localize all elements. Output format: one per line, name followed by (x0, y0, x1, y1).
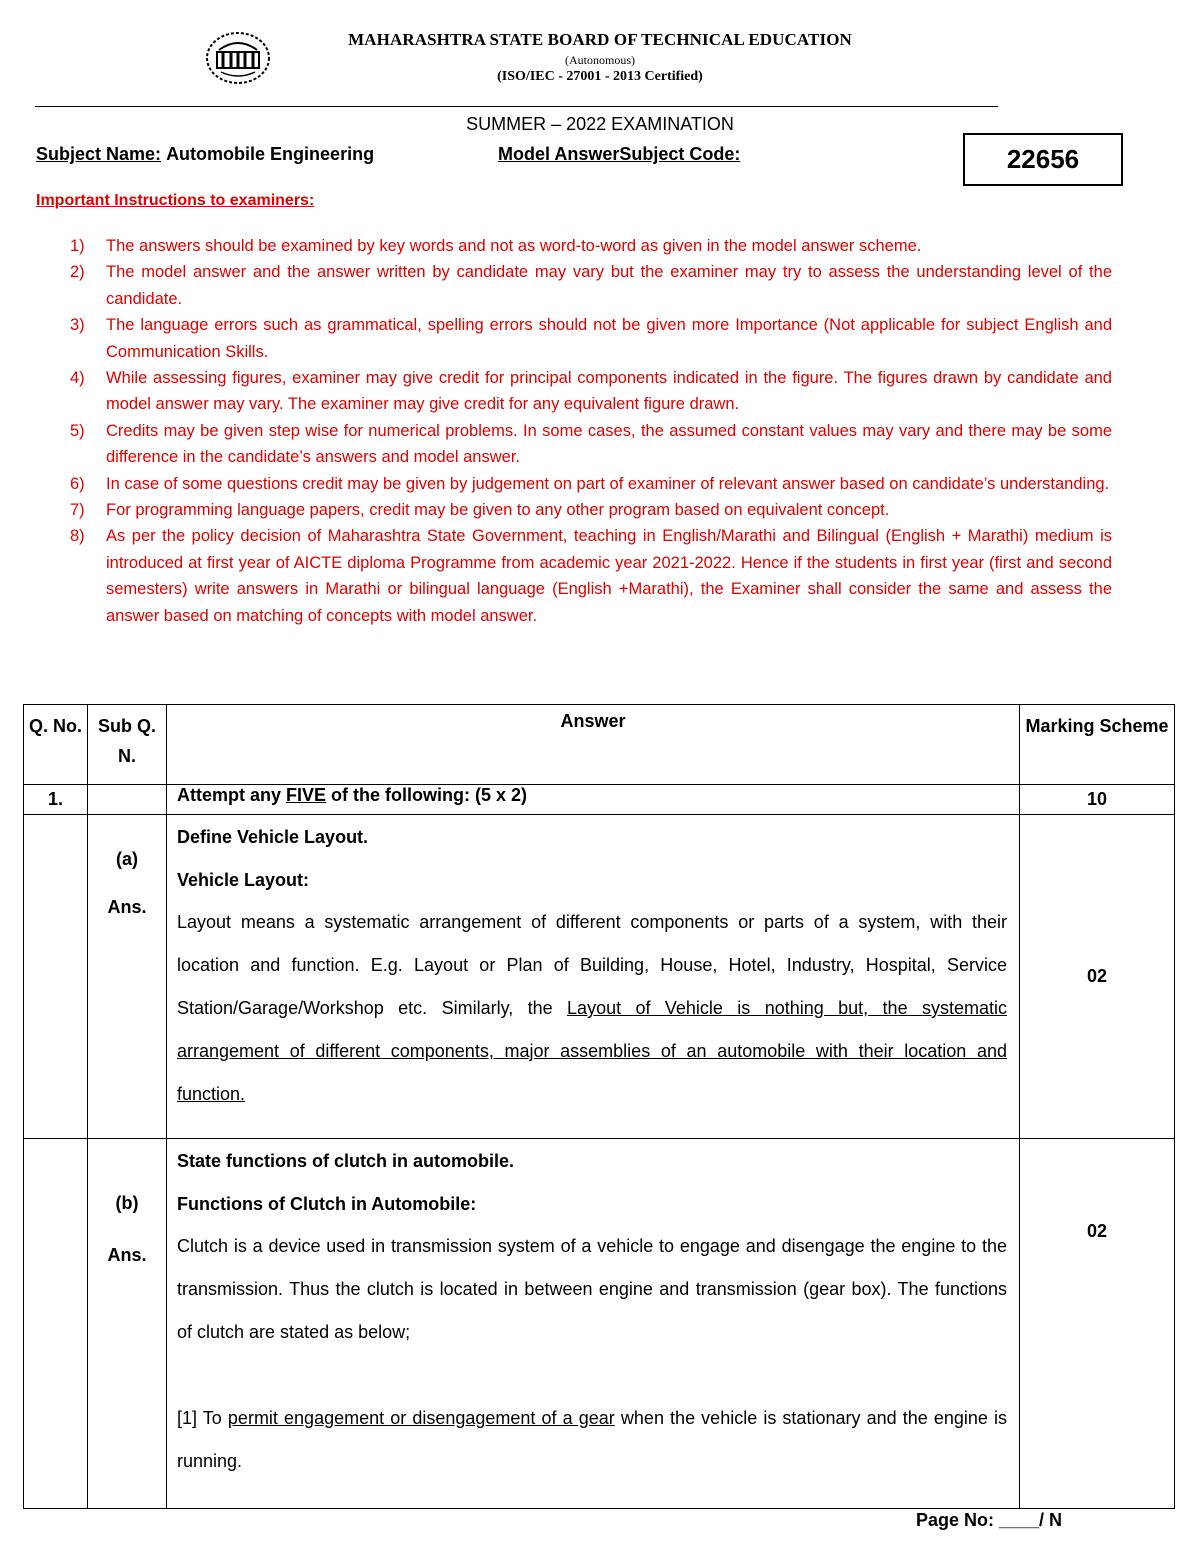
instruction-number: 8) (70, 527, 85, 546)
qb-heading: Functions of Clutch in Automobile: (177, 1194, 477, 1214)
qa-heading: Vehicle Layout: (177, 870, 310, 890)
instruction-item (36, 523, 1112, 629)
instruction-item (36, 233, 1112, 259)
qb-point-1-post: when the vehicle is stationary and the engine is running. (177, 1408, 1008, 1471)
qa-body-underlined: Layout of Vehicle is nothing but, the systematic arrangement of different components, major assemblies of an automobile with their location and function. (177, 998, 1007, 1104)
qa-body (177, 901, 1007, 1116)
qb-body: Clutch is a device used in transmission system of a vehicle to engage and disengage the engine to the transmission. Thus the clutch is located in between engine and transmission (gear box). The functions of clutch are stated as below; (177, 1236, 1007, 1342)
qb-qno-empty (24, 1139, 88, 1509)
msbte-logo-icon (205, 30, 271, 86)
page-number: Page No: ____/ N (916, 1510, 1063, 1530)
header-answer-text: Answer (560, 711, 626, 731)
q1-number: 1. (24, 785, 88, 815)
subject-name-line (36, 144, 374, 165)
header-sub-qn-text: Sub Q. N. (98, 716, 156, 766)
instruction-text: Credits may be given step wise for numerical problems. In some cases, the assumed constant values may vary and there may be some difference in the candidate’s answers and model answer. (106, 421, 1112, 467)
instruction-item (36, 471, 1112, 497)
subject-code-box: 22656 (963, 133, 1123, 186)
instruction-item (36, 259, 1112, 312)
qa-ans-label: Ans. (107, 897, 147, 917)
header-divider (35, 106, 998, 107)
qb-marks: 02 (1020, 1139, 1175, 1509)
subject-name: Automobile Engineering (166, 144, 375, 164)
iso-certification: (ISO/IEC - 27001 - 2013 Certified) (497, 69, 703, 84)
answer-table (23, 704, 1175, 1509)
q1-sub-empty (88, 785, 167, 815)
q1-marks: 10 (1020, 785, 1175, 815)
header-marking-text: Marking Scheme (1025, 716, 1169, 736)
instruction-number: 2) (70, 263, 85, 282)
q1-prompt (167, 785, 1020, 815)
q1-prompt-five: FIVE (286, 785, 327, 805)
instruction-item (36, 497, 1112, 523)
qb-sub (88, 1139, 167, 1509)
header-answer (167, 705, 1020, 785)
autonomous-label: (Autonomous) (565, 53, 635, 67)
header-sub-qn (88, 705, 167, 785)
instruction-text: As per the policy decision of Maharashtra State Government, teaching in English/Marathi and Bilingual (English + Marathi) medium is introduced at first year of AICTE diploma Programme from academic year 2021-2022. Hence if the students in first year (first and second semesters) write answers in Marathi or bilingual language (English +Marathi), the Examiner shall consider the same and assess the answer based on matching of concepts with model answer. (106, 527, 1112, 625)
instruction-number: 4) (70, 369, 85, 388)
subject-name-label: Subject Name: (36, 144, 162, 164)
table-row (24, 815, 1175, 1139)
instructions-title: Important Instructions to examiners: (36, 192, 315, 209)
table-row (24, 785, 1175, 815)
instruction-text: While assessing figures, examiner may give credit for principal components indicated in the figure. The figures drawn by candidate and model answer may vary. The examiner may give credit for any equivalent figure drawn. (106, 369, 1112, 414)
instruction-text: The language errors such as grammatical, spelling errors should not be given more Importance (Not applicable for subject English and Communication Skills. (106, 316, 1112, 361)
q1-prompt-pre: Attempt any (177, 785, 287, 805)
instruction-number: 7) (70, 501, 85, 520)
qb-point-1-pre: [1] To (177, 1408, 228, 1428)
instruction-text: For programming language papers, credit may be given to any other program based on equivalent concept. (106, 501, 890, 520)
board-name: MAHARASHTRA STATE BOARD OF TECHNICAL EDUCATION (348, 30, 852, 49)
instruction-item (36, 312, 1112, 365)
qb-sub-label: (b) (115, 1193, 139, 1213)
instruction-number: 1) (70, 237, 85, 255)
qb-point-1-underlined: permit engagement or disengagement of a gear (227, 1408, 615, 1428)
qa-marks: 02 (1020, 815, 1175, 1139)
instruction-text: The answers should be examined by key words and not as word-to-word as given in the model answer scheme. (106, 237, 922, 255)
exam-title: SUMMER – 2022 EXAMINATION (466, 114, 734, 134)
qb-point-1 (177, 1397, 1007, 1483)
instruction-text: The model answer and the answer written by candidate may vary but the examiner may try to assess the understanding level of the candidate. (106, 263, 1112, 308)
qb-answer (167, 1139, 1020, 1509)
header-marking (1020, 705, 1175, 785)
header-q-no (24, 705, 88, 785)
qa-sub-label: (a) (116, 849, 138, 869)
table-row (24, 1139, 1175, 1509)
qa-answer (167, 815, 1020, 1139)
qa-qno-empty (24, 815, 88, 1139)
qb-question: State functions of clutch in automobile. (177, 1151, 515, 1171)
qa-body-plain: Layout means a systematic arrangement of different components or parts of a system, with their location and function. E.g. Layout or Plan of Building, House, Hotel, Industry, Hospital, Service Station/Garage/Workshop etc. Similarly, the (177, 912, 1007, 1018)
instruction-item (36, 418, 1112, 471)
subject-code-label: Model AnswerSubject Code: (498, 144, 741, 164)
instruction-number: 3) (70, 316, 85, 335)
instruction-text: In case of some questions credit may be given by judgement on part of examiner of relevant answer based on candidate’s understanding. (106, 474, 1110, 493)
table-header-row (24, 705, 1175, 785)
instruction-item (36, 365, 1112, 418)
qa-question: Define Vehicle Layout. (177, 827, 369, 847)
instruction-number: 5) (70, 421, 85, 440)
qa-sub (88, 815, 167, 1139)
header-q-no-text: Q. No. (29, 716, 82, 736)
instruction-number: 6) (70, 474, 85, 493)
qb-ans-label: Ans. (107, 1245, 147, 1265)
q1-prompt-post: of the following: (5 x 2) (326, 785, 528, 805)
instructions-list (36, 233, 1112, 629)
